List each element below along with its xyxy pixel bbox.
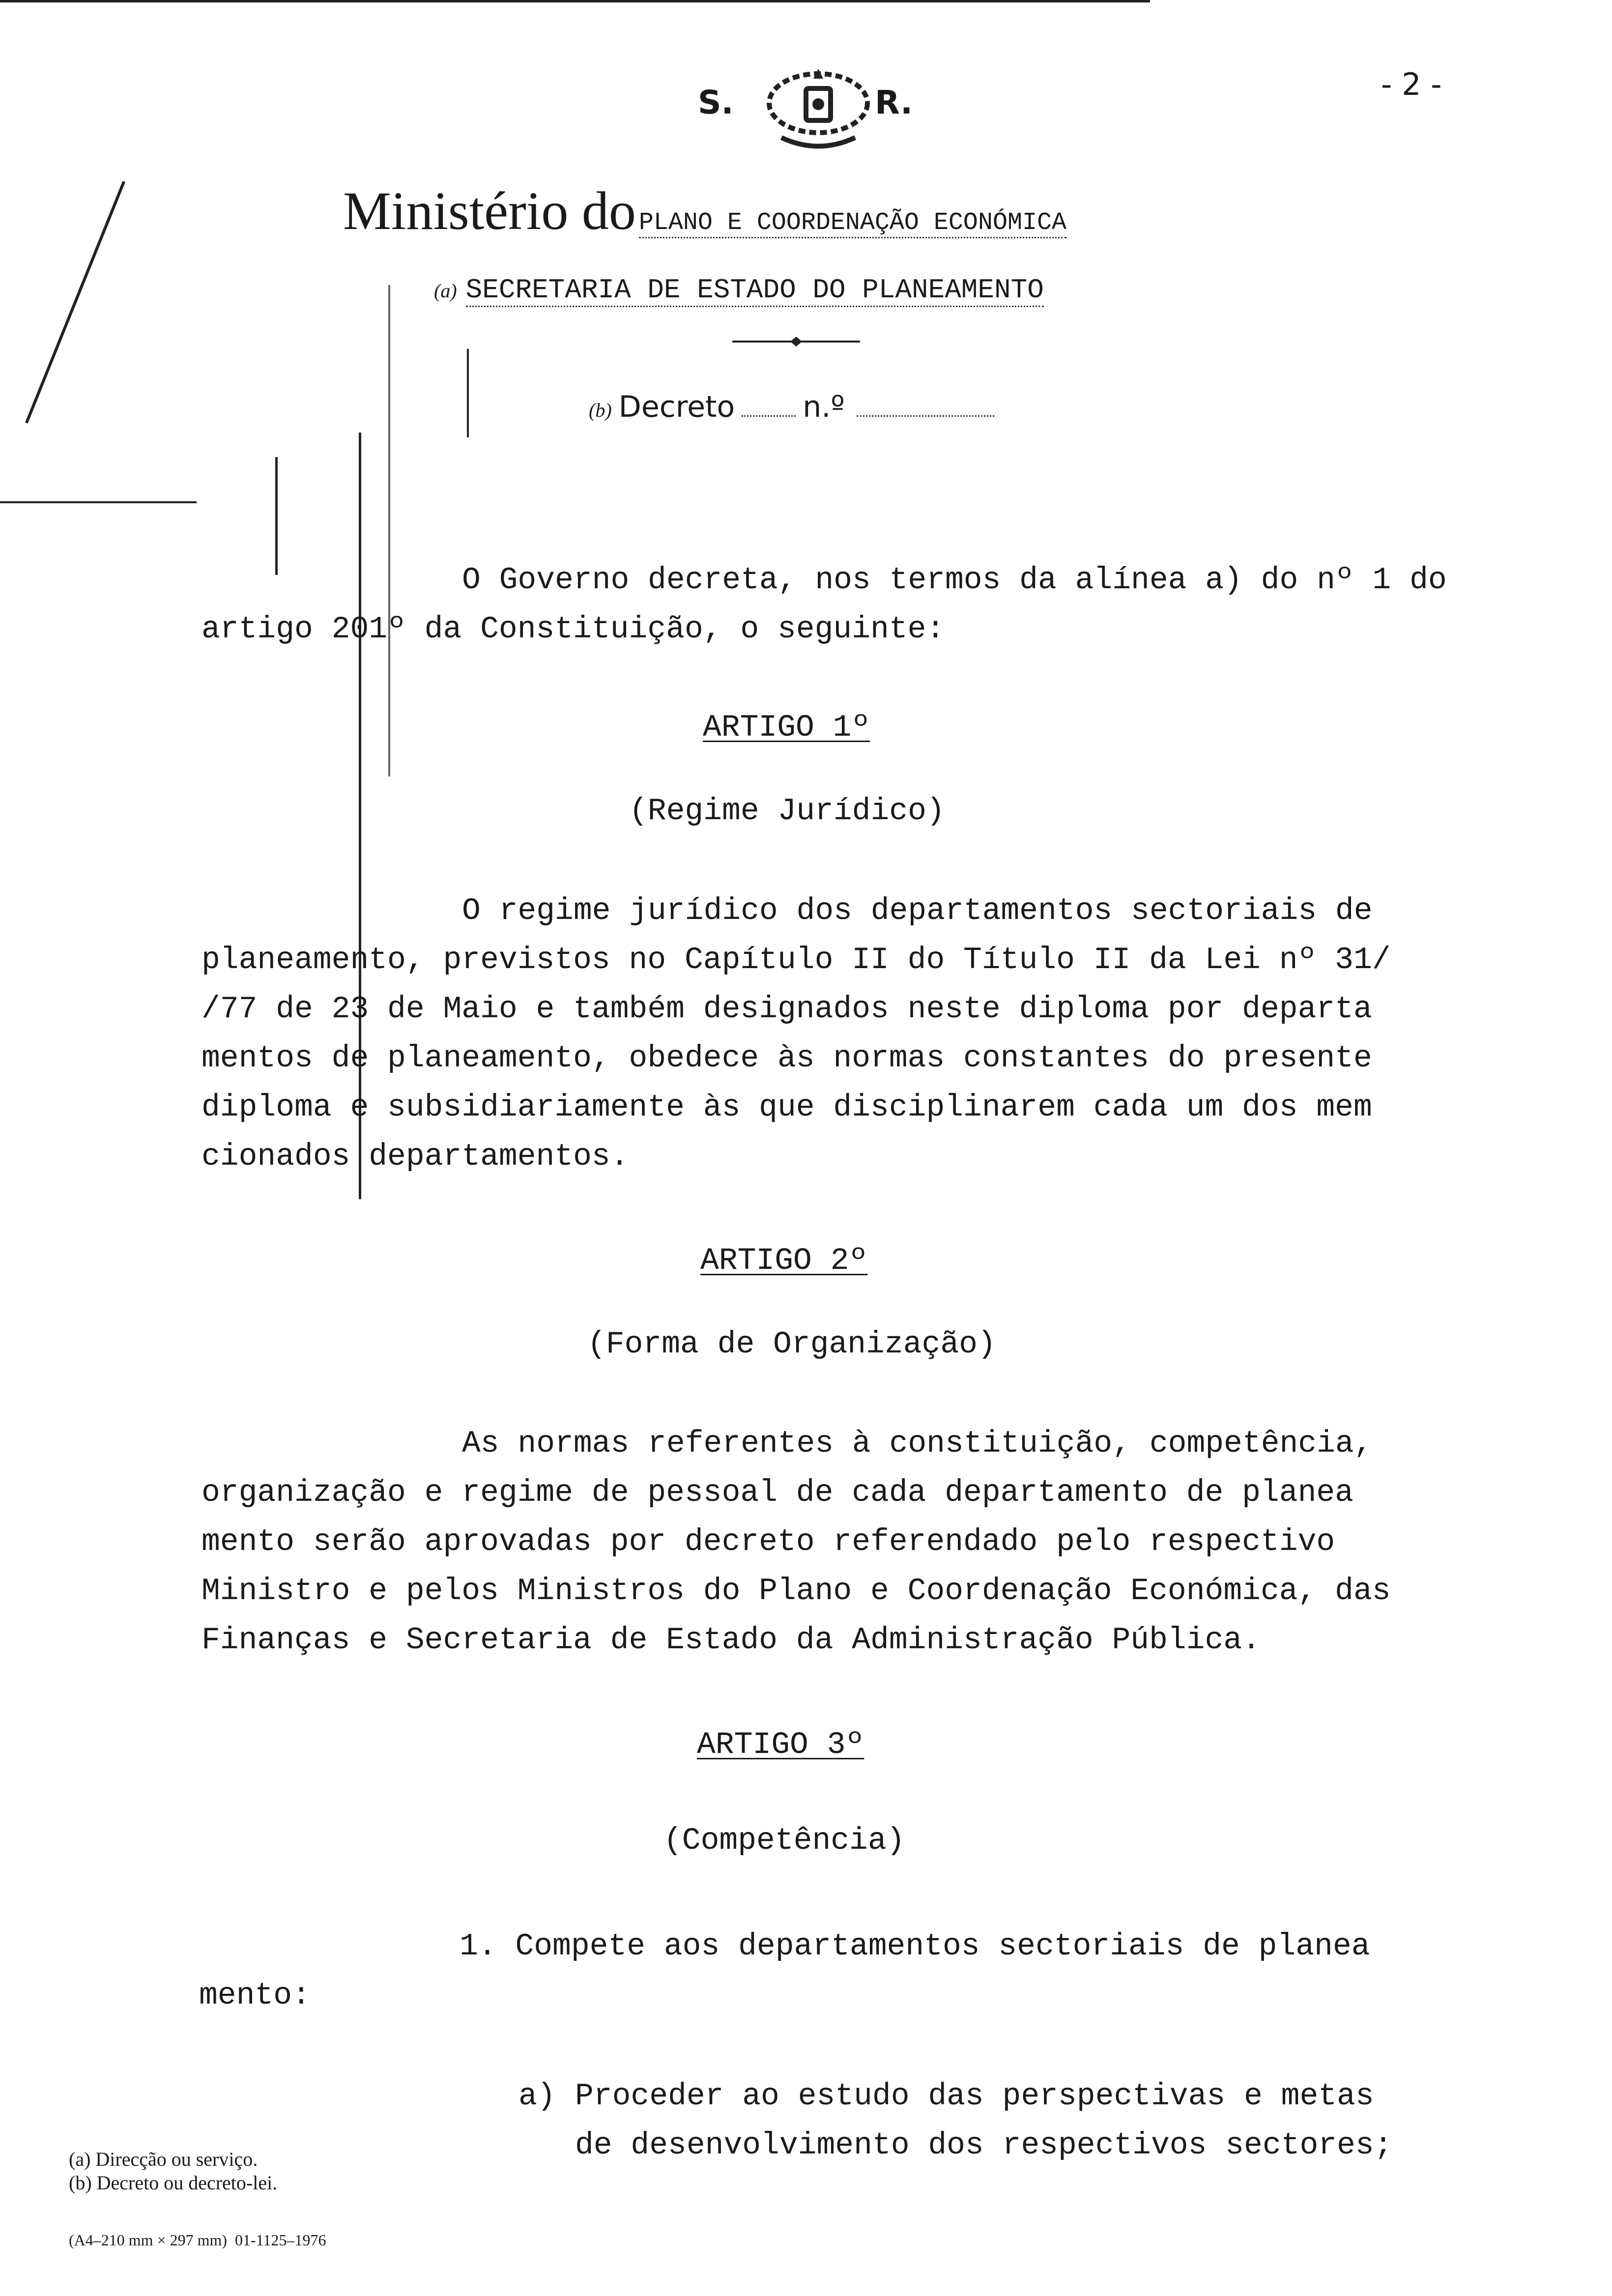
article-3-heading: ARTIGO 3º xyxy=(697,1727,864,1762)
article-2-line: Finanças e Secretaria de Estado da Administração Pública. xyxy=(202,1623,1261,1658)
scan-mark xyxy=(0,501,197,503)
ministry-name: PLANO E COORDENAÇÃO ECONÓMICA xyxy=(639,209,1066,238)
ministry-title xyxy=(339,171,1066,242)
crest-letter-s: S. xyxy=(698,84,734,121)
page-number: - 2 - xyxy=(1381,66,1442,102)
article-1-line: diploma e subsidiariamente às que disciplinarem cada um dos mem xyxy=(202,1090,1372,1125)
form-reference: (A4–210 mm × 297 mm) 01-1125–1976 xyxy=(69,2231,326,2249)
decree-line xyxy=(585,381,994,424)
crest-emblem-icon xyxy=(762,64,875,152)
article-3-item-a-line: de desenvolvimento dos respectivos sectores; xyxy=(575,2128,1393,2163)
secretariat-line xyxy=(430,265,1044,306)
article-1-line: mentos de planeamento, obedece às normas constantes do presente xyxy=(202,1041,1372,1076)
preamble-line-2: artigo 201º da Constituição, o seguinte: xyxy=(202,612,945,647)
article-3-line: 1. Compete aos departamentos sectoriais de planea xyxy=(460,1929,1370,1964)
scan-mark xyxy=(275,457,278,575)
scan-mark xyxy=(388,285,390,776)
article-2-line: mento serão aprovadas por decreto referendado pelo respectivo xyxy=(202,1524,1335,1559)
decree-label: Decreto xyxy=(618,390,735,424)
article-2-line: Ministro e pelos Ministros do Plano e Coordenação Económica, das xyxy=(202,1574,1391,1608)
scan-mark xyxy=(25,181,125,424)
article-1-line: O regime jurídico dos departamentos sectoriais de xyxy=(462,893,1373,928)
article-3-item-a-line: Proceder ao estudo das perspectivas e metas xyxy=(575,2079,1374,2114)
article-2-heading: ARTIGO 2º xyxy=(700,1243,868,1278)
scan-mark xyxy=(467,349,469,437)
decree-type-blank xyxy=(742,415,796,417)
scan-mark xyxy=(359,432,361,1199)
article-3-subtitle: (Competência) xyxy=(663,1823,905,1858)
article-2-line: organização e regime de pessoal de cada departamento de planea xyxy=(202,1475,1353,1510)
article-1-line: cionados departamentos. xyxy=(202,1139,629,1174)
footnote-a: (a) Direcção ou serviço. xyxy=(69,2148,258,2170)
article-1-heading: ARTIGO 1º xyxy=(703,710,870,745)
mark-a: (a) xyxy=(434,280,457,302)
article-3-line: mento: xyxy=(199,1978,311,2013)
coat-of-arms xyxy=(698,64,1003,157)
article-1-subtitle: (Regime Jurídico) xyxy=(629,794,945,829)
article-2-line: As normas referentes à constituição, competência, xyxy=(462,1426,1373,1461)
article-1-line: planeamento, previstos no Capítulo II do Título II da Lei nº 31/ xyxy=(202,943,1391,977)
article-1-line: /77 de 23 de Maio e também designados neste diploma por departa xyxy=(202,992,1372,1027)
secretariat-name: SECRETARIA DE ESTADO DO PLANEAMENTO xyxy=(466,274,1044,307)
article-2-subtitle: (Forma de Organização) xyxy=(587,1327,996,1362)
crest-letter-r: R. xyxy=(875,84,913,121)
preamble-line-1: O Governo decreta, nos termos da alínea a) do nº 1 do xyxy=(462,563,1447,598)
article-3-item-a-label: a) xyxy=(518,2079,556,2114)
divider-ornament-icon xyxy=(732,332,860,351)
mark-b: (b) xyxy=(589,399,612,421)
footnote-b: (b) Decreto ou decreto-lei. xyxy=(69,2172,278,2194)
decree-number-blank xyxy=(857,415,994,417)
ministry-prefix: Ministério do xyxy=(343,181,636,241)
scan-top-edge xyxy=(0,0,1150,2)
decree-number-label: n.º xyxy=(803,390,845,424)
